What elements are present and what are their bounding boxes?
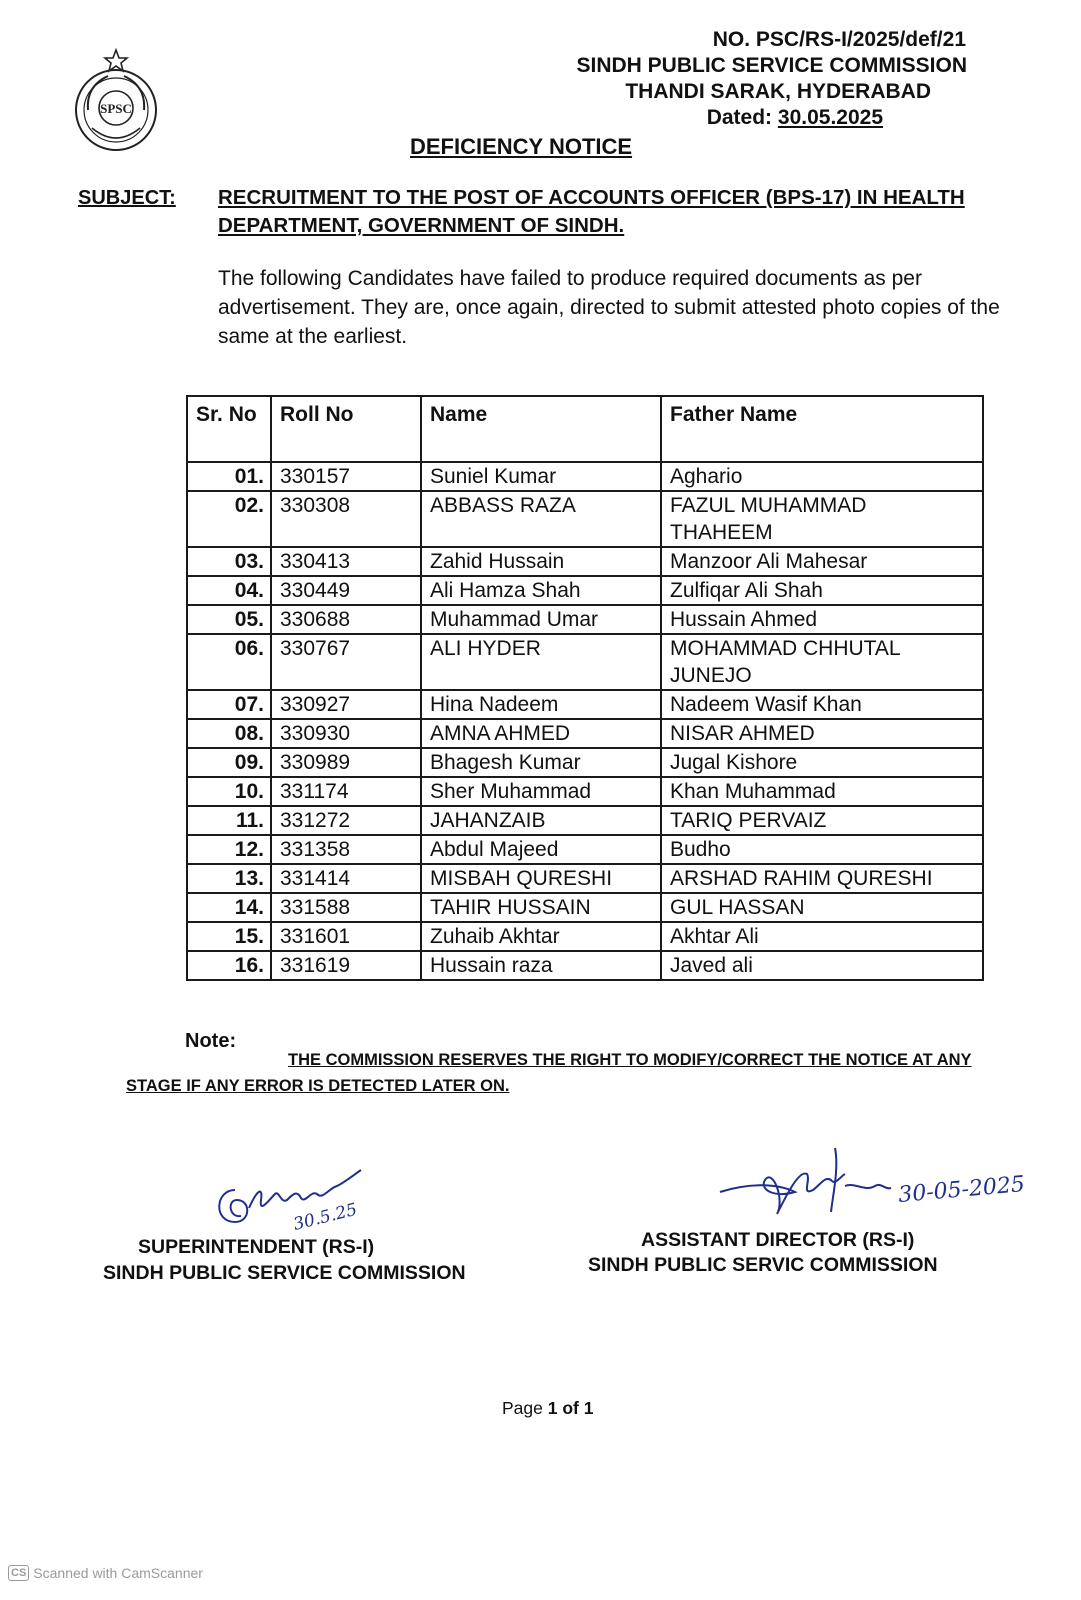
header-father-name: Father Name	[661, 396, 983, 462]
cell-sr-no: 09.	[187, 748, 271, 777]
cell-roll-no: 330688	[271, 605, 421, 634]
cell-father-name: Aghario	[661, 462, 983, 491]
table-row	[187, 951, 983, 980]
note-text: THE COMMISSION RESERVES THE RIGHT TO MODIFY/CORRECT THE NOTICE AT ANY STAGE IF ANY ERROR IS DETECTED LATER ON.	[126, 1051, 972, 1095]
right-designation-title: ASSISTANT DIRECTOR (RS-I)	[641, 1229, 915, 1251]
cell-name: Hussain raza	[421, 951, 661, 980]
table-row	[187, 719, 983, 748]
page-total: 1	[583, 1398, 594, 1418]
table-row	[187, 806, 983, 835]
cell-roll-no: 330989	[271, 748, 421, 777]
cell-father-name: NISAR AHMED	[661, 719, 983, 748]
superintendent-signature	[205, 1160, 405, 1240]
cell-father-name: Jugal Kishore	[661, 748, 983, 777]
cell-sr-no: 16.	[187, 951, 271, 980]
intro-paragraph: The following Candidates have failed to produce required documents as per advertisement. They are, once again, directed to submit attested photo copies of the same at the earliest.	[218, 267, 1000, 348]
cell-sr-no: 01.	[187, 462, 271, 491]
cell-roll-no: 331601	[271, 922, 421, 951]
cell-name: Bhagesh Kumar	[421, 748, 661, 777]
page-of: of	[562, 1398, 579, 1418]
cell-sr-no: 12.	[187, 835, 271, 864]
page-number	[502, 1398, 594, 1419]
cell-sr-no: 02.	[187, 491, 271, 547]
table-row	[187, 748, 983, 777]
camscanner-text: Scanned with CamScanner	[33, 1565, 203, 1581]
cell-name: ALI HYDER	[421, 634, 661, 690]
cell-roll-no: 331358	[271, 835, 421, 864]
cell-father-name: Budho	[661, 835, 983, 864]
table-row	[187, 690, 983, 719]
candidates-table	[186, 395, 984, 981]
table-row	[187, 864, 983, 893]
assistant-director-signature	[715, 1140, 1035, 1230]
cell-sr-no: 04.	[187, 576, 271, 605]
table-row	[187, 922, 983, 951]
cell-name: Zuhaib Akhtar	[421, 922, 661, 951]
cell-name: Zahid Hussain	[421, 547, 661, 576]
cell-name: JAHANZAIB	[421, 806, 661, 835]
cell-roll-no: 331272	[271, 806, 421, 835]
camscanner-watermark	[8, 1565, 203, 1581]
table-row	[187, 462, 983, 491]
cell-father-name: FAZUL MUHAMMAD THAHEEM	[661, 491, 983, 547]
cell-roll-no: 330413	[271, 547, 421, 576]
table-row	[187, 491, 983, 547]
cell-sr-no: 07.	[187, 690, 271, 719]
dated-label: Dated:	[706, 106, 773, 129]
cell-roll-no: 331414	[271, 864, 421, 893]
cell-father-name: Hussain Ahmed	[661, 605, 983, 634]
cell-sr-no: 10.	[187, 777, 271, 806]
header-sr-no: Sr. No	[187, 396, 271, 462]
table-row	[187, 777, 983, 806]
reference-number: NO. PSC/RS-I/2025/def/21	[712, 28, 966, 51]
cell-roll-no: 331619	[271, 951, 421, 980]
cell-sr-no: 14.	[187, 893, 271, 922]
page-prefix: Page	[502, 1398, 543, 1418]
cell-father-name: GUL HASSAN	[661, 893, 983, 922]
cell-name: Suniel Kumar	[421, 462, 661, 491]
note-label: Note:	[185, 1030, 237, 1052]
spsc-seal-logo	[66, 48, 166, 154]
cell-roll-no: 330308	[271, 491, 421, 547]
cell-name: Sher Muhammad	[421, 777, 661, 806]
cell-father-name: Nadeem Wasif Khan	[661, 690, 983, 719]
left-designation-title: SUPERINTENDENT (RS-I)	[138, 1236, 375, 1258]
table-row	[187, 634, 983, 690]
dated-value: 30.05.2025	[777, 106, 883, 129]
cell-name: TAHIR HUSSAIN	[421, 893, 661, 922]
table-row	[187, 835, 983, 864]
notice-title: DEFICIENCY NOTICE	[410, 134, 633, 159]
cell-name: Muhammad Umar	[421, 605, 661, 634]
table-body	[187, 462, 983, 980]
cell-sr-no: 05.	[187, 605, 271, 634]
cell-name: Abdul Majeed	[421, 835, 661, 864]
cell-father-name: MOHAMMAD CHHUTAL JUNEJO	[661, 634, 983, 690]
table-row	[187, 893, 983, 922]
header-name: Name	[421, 396, 661, 462]
cell-father-name: Khan Muhammad	[661, 777, 983, 806]
cell-sr-no: 13.	[187, 864, 271, 893]
date-line	[707, 106, 883, 130]
table-row	[187, 576, 983, 605]
cell-roll-no: 331588	[271, 893, 421, 922]
cell-name: MISBAH QURESHI	[421, 864, 661, 893]
svg-text:SPSC: SPSC	[100, 101, 132, 116]
cell-roll-no: 330767	[271, 634, 421, 690]
cell-roll-no: 330449	[271, 576, 421, 605]
cell-father-name: TARIQ PERVAIZ	[661, 806, 983, 835]
cell-father-name: Zulfiqar Ali Shah	[661, 576, 983, 605]
page-current: 1	[547, 1398, 558, 1418]
svg-text:30-05-2025: 30-05-2025	[897, 1172, 1026, 1208]
cell-sr-no: 06.	[187, 634, 271, 690]
right-designation-org: SINDH PUBLIC SERVIC COMMISSION	[588, 1254, 938, 1276]
cell-roll-no: 330930	[271, 719, 421, 748]
cell-name: AMNA AHMED	[421, 719, 661, 748]
subject-label: SUBJECT:	[78, 187, 176, 209]
cell-sr-no: 03.	[187, 547, 271, 576]
cell-name: Ali Hamza Shah	[421, 576, 661, 605]
organization-address: THANDI SARAK, HYDERABAD	[625, 80, 931, 103]
cell-name: ABBASS RAZA	[421, 491, 661, 547]
svg-text:30.5.25: 30.5.25	[291, 1199, 360, 1235]
cell-sr-no: 08.	[187, 719, 271, 748]
camscanner-logo-icon: CS	[8, 1565, 29, 1581]
cell-father-name: ARSHAD RAHIM QURESHI	[661, 864, 983, 893]
organization-name: SINDH PUBLIC SERVICE COMMISSION	[576, 54, 967, 77]
cell-father-name: Manzoor Ali Mahesar	[661, 547, 983, 576]
cell-sr-no: 11.	[187, 806, 271, 835]
cell-roll-no: 330927	[271, 690, 421, 719]
left-designation-org: SINDH PUBLIC SERVICE COMMISSION	[103, 1262, 466, 1284]
header-roll-no: Roll No	[271, 396, 421, 462]
subject-text: RECRUITMENT TO THE POST OF ACCOUNTS OFFICER (BPS-17) IN HEALTH DEPARTMENT, GOVERNMENT OF SINDH.	[218, 186, 965, 237]
table-row	[187, 547, 983, 576]
cell-sr-no: 15.	[187, 922, 271, 951]
cell-roll-no: 330157	[271, 462, 421, 491]
cell-father-name: Javed ali	[661, 951, 983, 980]
table-row	[187, 605, 983, 634]
cell-father-name: Akhtar Ali	[661, 922, 983, 951]
cell-roll-no: 331174	[271, 777, 421, 806]
table-header-row	[187, 396, 983, 462]
cell-name: Hina Nadeem	[421, 690, 661, 719]
